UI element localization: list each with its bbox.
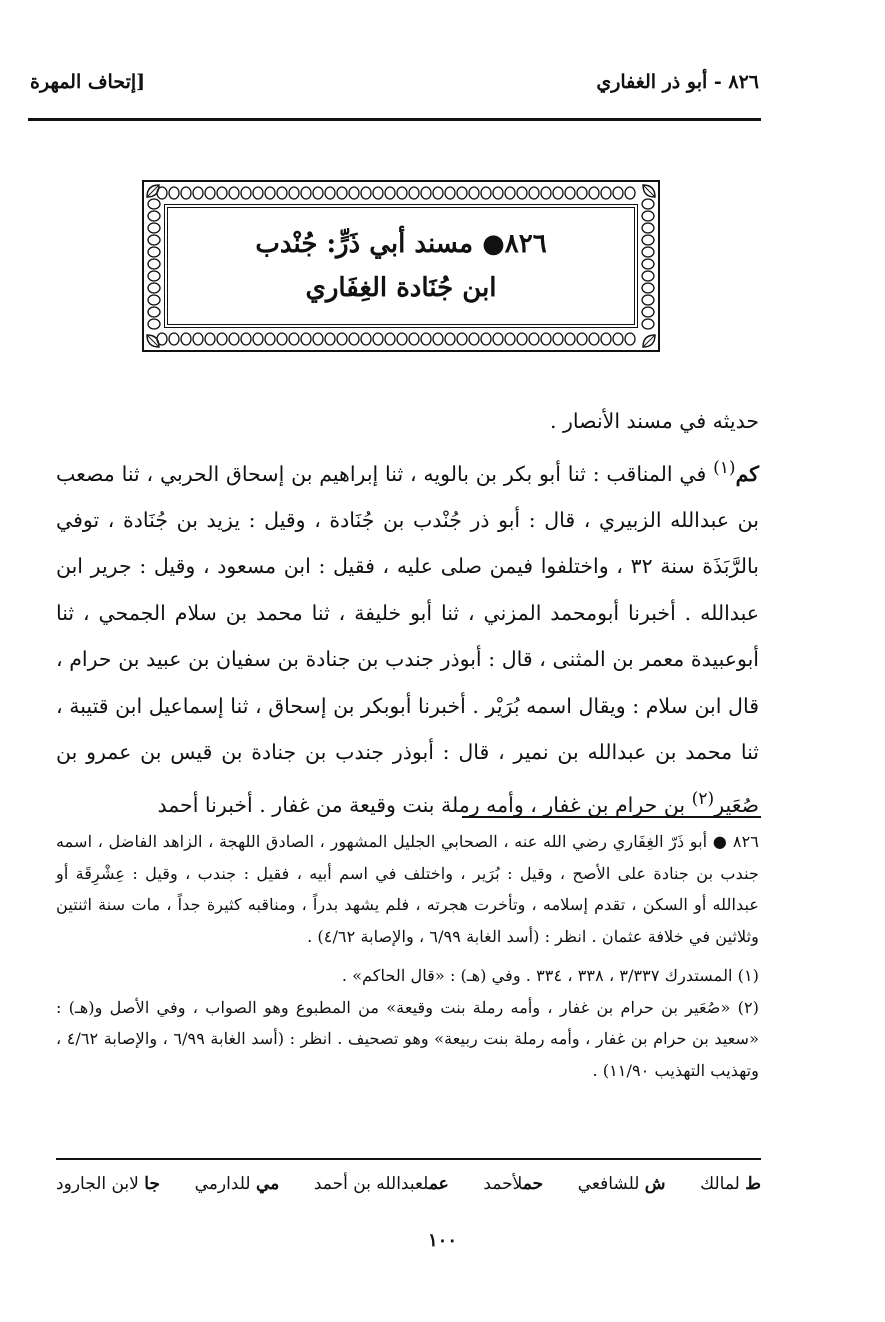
ornament-loop xyxy=(613,187,623,199)
ornament-loop xyxy=(148,235,160,245)
sources-separator xyxy=(56,1158,761,1160)
ornament-loop xyxy=(241,187,251,199)
ornament-loop xyxy=(469,187,479,199)
hadith-paragraph xyxy=(56,445,759,829)
top-ornament-border xyxy=(156,185,642,201)
ornament-loop xyxy=(205,187,215,199)
left-ornament-border xyxy=(146,198,162,336)
ornament-loop xyxy=(433,333,443,345)
ornament-loop xyxy=(589,187,599,199)
ornament-loop xyxy=(517,333,527,345)
title-inner-frame xyxy=(164,204,638,328)
ornament-loop xyxy=(553,333,563,345)
ornament-loop xyxy=(529,187,539,199)
ornament-loop xyxy=(181,333,191,345)
corner-leaf-ornament xyxy=(145,183,161,199)
ornament-loop xyxy=(642,211,654,221)
ornament-loop xyxy=(409,333,419,345)
ornament-loop xyxy=(505,333,515,345)
ornament-loop xyxy=(148,211,160,221)
ornament-loop xyxy=(181,187,191,199)
ornament-loop xyxy=(481,333,491,345)
ornament-loop xyxy=(642,295,654,305)
corner-leaf-ornament xyxy=(145,333,161,349)
ornament-loop xyxy=(613,333,623,345)
main-text xyxy=(56,398,759,828)
source-siglum: كم xyxy=(735,461,759,486)
ornament-loop xyxy=(541,333,551,345)
paragraph-text: بن حرام بن غفار ، وأمه رملة بنت وقيعة من غفار . أخبرنا أحمد xyxy=(157,792,692,817)
ornament-loop xyxy=(349,333,359,345)
ornament-loop xyxy=(301,187,311,199)
ornament-loop xyxy=(397,333,407,345)
source-item: عملعبدالله بن أحمد xyxy=(313,1174,449,1194)
source-item: ش للشافعي xyxy=(577,1174,666,1194)
entry-heading-continued: ابن جُنَادة الغِفَاري xyxy=(305,273,497,303)
intro-line: حديثه في مسند الأنصار . xyxy=(549,409,759,433)
source-item: جا لابن الجارود xyxy=(56,1174,160,1194)
ornament-loop xyxy=(529,333,539,345)
ornament-loop xyxy=(313,187,323,199)
footnote-marker: (١) xyxy=(713,457,736,478)
ornament-loop xyxy=(642,283,654,293)
ornament-loop xyxy=(642,259,654,269)
ornament-loop xyxy=(625,333,635,345)
ornament-loop xyxy=(505,187,515,199)
ornament-loop xyxy=(217,333,227,345)
ornament-loop xyxy=(277,187,287,199)
ornament-loop xyxy=(277,333,287,345)
corner-leaf-ornament xyxy=(641,333,657,349)
ornament-loop xyxy=(205,333,215,345)
ornament-loop xyxy=(642,199,654,209)
ornament-loop xyxy=(409,187,419,199)
ornament-loop xyxy=(253,333,263,345)
ornament-loop xyxy=(565,187,575,199)
footnotes xyxy=(56,826,759,1086)
ornament-loop xyxy=(397,187,407,199)
header-entry-title: ٨٢٦ - أبو ذر الغفاري xyxy=(596,71,759,93)
ornament-loop xyxy=(457,333,467,345)
ornament-loop xyxy=(445,187,455,199)
ornament-loop xyxy=(642,271,654,281)
ornament-loop xyxy=(445,333,455,345)
paragraph-text: في المناقب : ثنا أبو بكر بن بالويه ، ثنا إبراهيم بن إسحاق الحربي ، ثنا مصعب بن عبدالله الزبيري ، قال : أبو ذر جُنْدب بن جُنَادة ، وقيل : يزيد بن جُنَادة ، توفي بالرَّبَذَة سنة ٣٢ ، واختلفوا فيمن صلى عليه ، فقيل : ابن مسعود ، وقيل : جرير ابن عبدالله . أخبرنا أبومحمد المزني ، ثنا أبو خليفة ، ثنا محمد بن سلام الجمحي ، ثنا أبوعبيدة معمر بن المثنى ، قال : أبوذر جندب بن جنادة بن سفيان بن عبيد بن حرام ، قال ابن سلام : ويقال اسمه بُرَيْر . أخبرنا أبوبكر بن إسحاق ، ثنا إسماعيل ابن قتيبة ، ثنا محمد بن عبدالله بن نمير ، قال : أبوذر جندب بن جنادة بن قيس بن عمرو بن صُعَير xyxy=(56,461,759,817)
ornament-loop xyxy=(589,333,599,345)
ornament-loop xyxy=(642,223,654,233)
ornament-loop xyxy=(481,187,491,199)
ornament-loop xyxy=(565,333,575,345)
ornament-loop xyxy=(493,187,503,199)
footnote-separator xyxy=(462,816,761,818)
ornament-loop xyxy=(361,187,371,199)
ornament-loop xyxy=(517,187,527,199)
page-number: ١٠٠ xyxy=(427,1230,457,1251)
header-rule xyxy=(28,118,761,121)
ornament-loop xyxy=(148,271,160,281)
footnote-1: (١) المستدرك ٣/٣٣٧ ، ٣٣٨ ، ٣٣٤ . وفي (هـ) : «قال الحاكم» . xyxy=(341,966,759,985)
ornament-loop xyxy=(433,187,443,199)
ornament-loop xyxy=(361,333,371,345)
ornament-loop xyxy=(289,333,299,345)
ornament-loop xyxy=(148,319,160,329)
ornament-loop xyxy=(421,333,431,345)
ornament-loop xyxy=(148,199,160,209)
ornament-loop xyxy=(577,333,587,345)
corner-leaf-ornament xyxy=(641,183,657,199)
ornament-loop xyxy=(469,333,479,345)
ornament-loop xyxy=(148,295,160,305)
ornament-loop xyxy=(229,333,239,345)
ornament-loop xyxy=(313,333,323,345)
ornament-loop xyxy=(337,333,347,345)
ornament-loop xyxy=(373,187,383,199)
ornament-loop xyxy=(385,187,395,199)
ornament-loop xyxy=(337,187,347,199)
ornament-loop xyxy=(349,187,359,199)
footnote-marker: (٢) xyxy=(691,788,715,809)
ornament-loop xyxy=(265,187,275,199)
ornament-loop xyxy=(265,333,275,345)
ornament-loop xyxy=(241,333,251,345)
ornament-loop xyxy=(642,247,654,257)
source-item: مي للدارمي xyxy=(194,1174,280,1194)
ornament-loop xyxy=(169,333,179,345)
ornament-loop xyxy=(229,187,239,199)
ornament-loop xyxy=(253,187,263,199)
ornament-loop xyxy=(217,187,227,199)
ornament-loop xyxy=(577,187,587,199)
ornament-loop xyxy=(148,259,160,269)
ornament-loop xyxy=(148,247,160,257)
ornament-loop xyxy=(373,333,383,345)
ornament-loop xyxy=(325,187,335,199)
header-book-title: [إتحاف المهرة xyxy=(30,71,146,93)
footnote-2: (٢) «صُعَير بن حرام بن غفار ، وأمه رملة بنت وقيعة» من المطبوع وهو الصواب ، وفي الأصل و(هـ) : «سعيد بن حرام بن غفار ، وأمه رملة بنت ربيعة» وهو تصحيف . انظر : (أسد الغابة ٦/٩٩ ، والإصابة ٤/٦٢ ، وتهذيب التهذيب ١١/٩٠) . xyxy=(56,997,759,1080)
entry-heading: ٨٢٦● مسند أبي ذَرٍّ: جُنْدب xyxy=(255,229,547,259)
ornament-loop xyxy=(601,187,611,199)
sources-legend xyxy=(56,1166,761,1202)
right-ornament-border xyxy=(640,198,656,336)
ornament-loop xyxy=(169,187,179,199)
ornament-loop xyxy=(642,319,654,329)
biography-note: ٨٢٦ ● أبو ذَرّ الغِفَاري رضي الله عنه ، الصحابي الجليل المشهور ، الصادق اللهجة ، الزاهد الفاضل ، اسمه جندب بن جنادة على الأصح ، وقيل : بُرَير ، واختلف في اسم أبيه ، فقيل : جندب ، وقيل : عِشْرِقَة أو عبدالله أو السكن ، تقدم إسلامه ، وتأخرت هجرته ، فلم يشهد بدراً ، ومناقبه كثيرة جداً ، مات سنة اثنتين وثلاثين في خلافة عثمان . انظر : (أسد الغابة ٦/٩٩ ، والإصابة ٤/٦٢) . xyxy=(56,832,759,946)
ornament-loop xyxy=(625,187,635,199)
ornament-loop xyxy=(289,187,299,199)
ornament-loop xyxy=(642,307,654,317)
ornament-loop xyxy=(148,307,160,317)
source-item: حملأحمد xyxy=(483,1174,544,1194)
ornament-loop xyxy=(457,187,467,199)
ornament-loop xyxy=(301,333,311,345)
ornament-loop xyxy=(493,333,503,345)
ornament-loop xyxy=(193,187,203,199)
bottom-ornament-border xyxy=(156,331,642,347)
ornament-loop xyxy=(385,333,395,345)
ornament-loop xyxy=(148,283,160,293)
ornament-loop xyxy=(541,187,551,199)
running-header xyxy=(30,62,759,102)
ornament-loop xyxy=(601,333,611,345)
ornament-loop xyxy=(642,235,654,245)
ornament-loop xyxy=(553,187,563,199)
source-item: ط لمالك xyxy=(700,1174,761,1194)
ornament-loop xyxy=(148,223,160,233)
ornament-loop xyxy=(325,333,335,345)
ornament-loop xyxy=(421,187,431,199)
title-frame xyxy=(142,180,660,352)
ornament-loop xyxy=(193,333,203,345)
